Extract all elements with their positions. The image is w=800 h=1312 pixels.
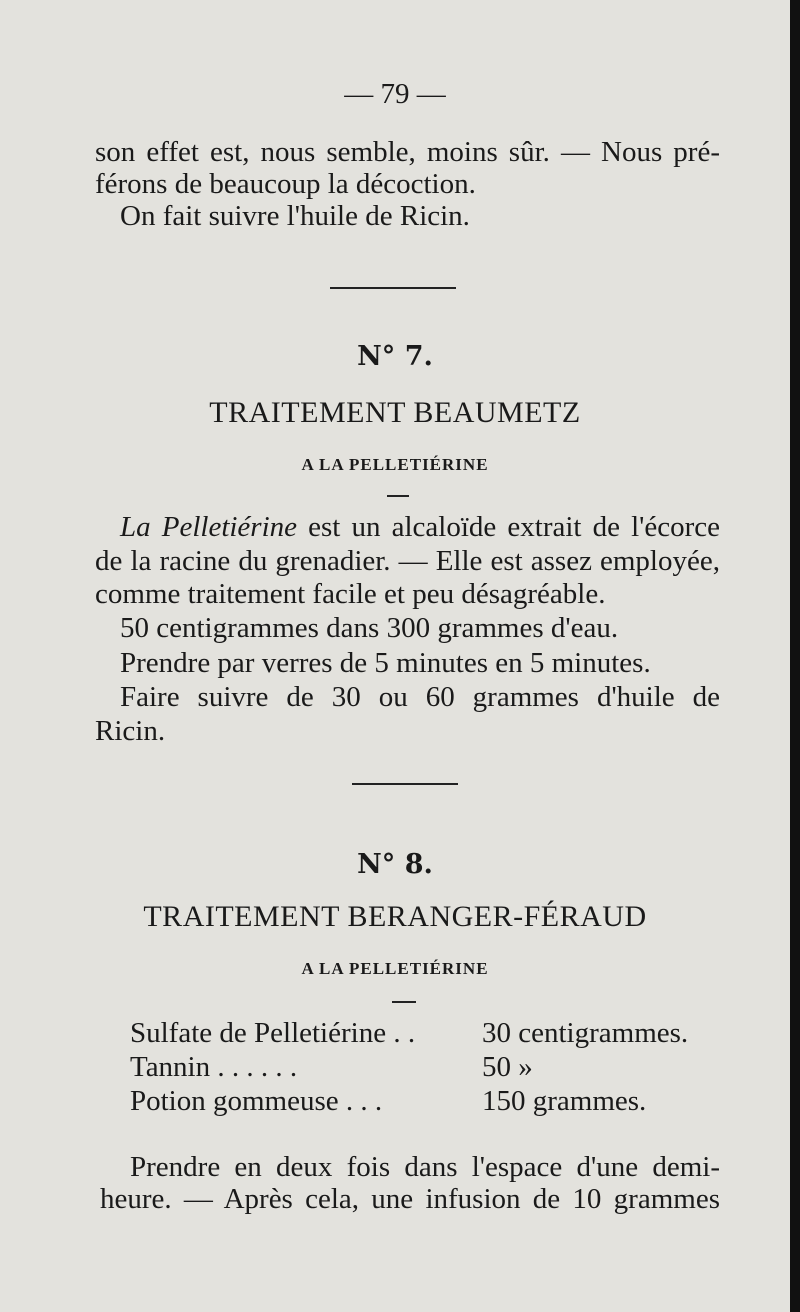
recipe-item: Potion gommeuse . . .	[130, 1085, 383, 1117]
paragraph-line: On fait suivre l'huile de Ricin.	[120, 200, 470, 232]
short-dash	[392, 1001, 416, 1003]
section-title: TRAITEMENT BEAUMETZ	[209, 396, 581, 429]
paragraph-line: Ricin.	[95, 715, 166, 747]
section-subtitle: A LA PELLETIÉRINE	[301, 455, 489, 474]
recipe-quantity: 150 grammes.	[482, 1085, 647, 1117]
section-divider	[330, 287, 456, 289]
paragraph-line: Faire suivre de 30 ou 60 grammes d'huile de	[120, 681, 720, 713]
section-subtitle: A LA PELLETIÉRINE	[301, 959, 489, 978]
section-number: N° 7.	[357, 341, 433, 372]
section-title: TRAITEMENT BERANGER-FÉRAUD	[143, 900, 647, 933]
page-edge-shadow	[790, 0, 800, 1312]
paragraph-line: férons de beaucoup la décoction.	[95, 168, 476, 200]
paragraph-line: comme traitement facile et peu désagréable.	[95, 578, 606, 610]
recipe-quantity: 50 »	[482, 1051, 533, 1083]
italic-term: La Pelletiérine	[120, 511, 298, 543]
short-dash	[387, 495, 409, 497]
paragraph-line: son effet est, nous semble, moins sûr. — Nous pré-	[95, 136, 720, 168]
section-number: N° 8.	[357, 849, 433, 880]
paragraph-line: Prendre en deux fois dans l'espace d'une demi-	[130, 1151, 720, 1183]
paragraph-line: heure. — Après cela, une infusion de 10 grammes	[100, 1183, 720, 1215]
recipe-item: Tannin . . . . . .	[130, 1051, 298, 1083]
page-number: — 79 —	[344, 78, 446, 110]
section-divider	[352, 783, 458, 785]
paragraph-line: La Pelletiérine est un alcaloïde extrait de l'écorce	[120, 511, 720, 543]
recipe-quantity: 30 centigrammes.	[482, 1017, 689, 1049]
paragraph-line: 50 centigrammes dans 300 grammes d'eau.	[120, 612, 619, 644]
recipe-item: Sulfate de Pelletiérine . .	[130, 1017, 416, 1049]
paragraph-line: de la racine du grenadier. — Elle est assez employée,	[95, 545, 720, 577]
paragraph-line: Prendre par verres de 5 minutes en 5 minutes.	[120, 647, 651, 679]
